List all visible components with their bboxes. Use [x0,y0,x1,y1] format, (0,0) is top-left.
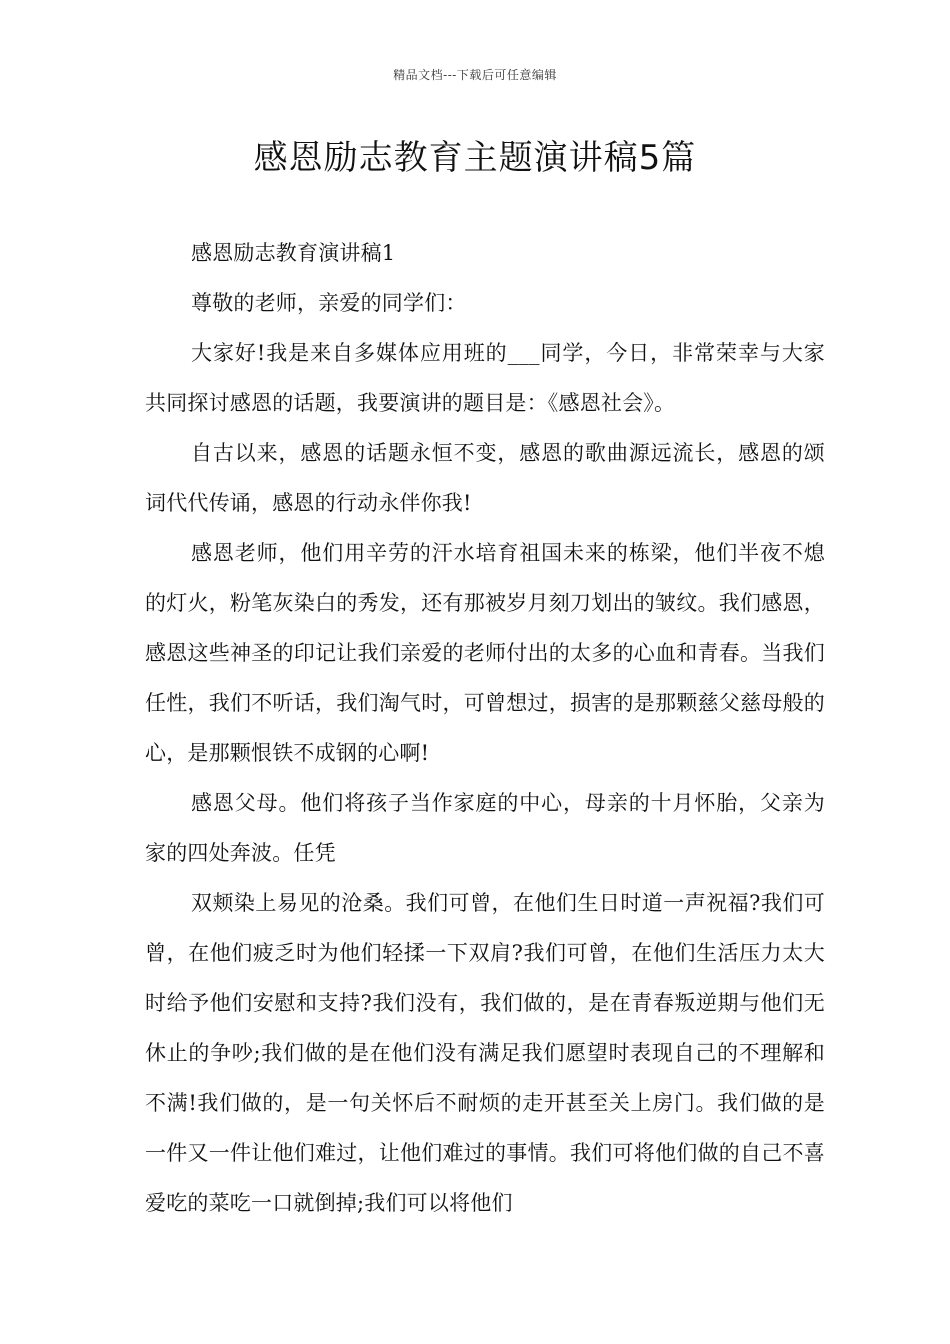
paragraph-introduction: 大家好!我是来自多媒体应用班的___同学，今日，非常荣幸与大家共同探讨感恩的话题，我要演讲的题目是：《感恩社会》。 [145,341,825,415]
paragraph-thank-teachers: 感恩老师，他们用辛劳的汗水培育祖国未来的栋梁，他们半夜不熄的灯火，粉笔灰染白的秀发，还有那被岁月刻刀划出的皱纹。我们感恩，感恩这些神圣的印记让我们亲爱的老师付出的太多的心血和青春。当我们任性，我们不听话，我们淘气时，可曾想过，损害的是那颗慈父慈母般的心，是那颗恨铁不成钢的心啊! [145,541,825,765]
header-note: 精品文档---下载后可任意编辑 [393,68,557,82]
paragraph-section-heading: 感恩励志教育演讲稿1 [191,241,396,265]
paragraph-gratitude-theme: 自古以来，感恩的话题永恒不变，感恩的歌曲源远流长，感恩的颂词代代传诵，感恩的行动永伴你我! [145,441,825,515]
paragraph-thank-parents: 感恩父母。他们将孩子当作家庭的中心，母亲的十月怀胎，父亲为家的四处奔波。任凭 [145,791,825,865]
paragraph-reflection: 双颊染上易见的沧桑。我们可曾，在他们生日时道一声祝福?我们可曾，在他们疲乏时为他们轻揉一下双肩?我们可曾，在他们生活压力太大时给予他们安慰和支持?我们没有，我们做的，是在青春叛逆期与他们无休止的争吵;我们做的是在他们没有满足我们愿望时表现自己的不理解和不满!我们做的，是一句关怀后不耐烦的走开甚至关上房门。我们做的是一件又一件让他们难过，让他们难过的事情。我们可将他们做的自己不喜爱吃的菜吃一口就倒掉;我们可以将他们 [145,891,825,1215]
document-body [145,228,825,1228]
paragraph-greeting: 尊敬的老师，亲爱的同学们： [191,291,467,315]
document-title: 感恩励志教育主题演讲稿5篇 [253,138,697,178]
